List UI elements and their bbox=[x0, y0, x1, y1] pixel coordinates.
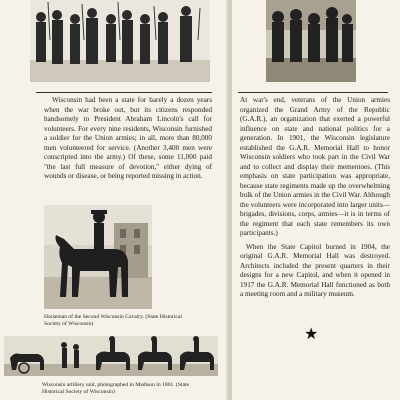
right-paragraph-2: When the State Capitol burned in 1904, the original G.A.R. Memorial Hall was destroyed. Architects included the present quarters in their designs for a new Capitol, and when it opened in 1917 the G.A.R. Memorial Hall functioned as both a meeting room and a military museum. bbox=[240, 242, 390, 298]
star-icon: ★ bbox=[304, 324, 319, 343]
left-body-text bbox=[44, 96, 212, 182]
left-top-rule bbox=[36, 92, 212, 93]
horseman-caption-text: Horseman of the Second Wisconsin Cavalry. (State Historical Society of Wisconsin) bbox=[44, 314, 182, 327]
star-ornament bbox=[304, 326, 318, 342]
soldiers-group-illustration bbox=[30, 0, 210, 82]
artillery-caption-text: Wisconsin artillery unit, photographed in Madison in 1861. (State Historical Society of Wisconsin) bbox=[42, 382, 190, 395]
left-paragraph: Wisconsin had been a state for barely a dozen years when the war broke out, but its citizens responded handsomely to President Abraham Lincoln's call for volunteers. For every nine residents, Wisconsin furnished a soldier for the Union armies; in all, more than 80,000 men volunteered for service. (Another 3,400 men were conscripted into the army.) Of these, some 11,000 paid "the last full measure of devotion," either dying of wounds or disease, or being reported missing in action. bbox=[44, 96, 212, 180]
right-body-text bbox=[240, 96, 390, 300]
photo-horseman bbox=[44, 205, 152, 309]
artillery-caption bbox=[42, 382, 192, 396]
photo-artillery bbox=[4, 336, 218, 376]
right-paragraph-1: At war's end, veterans of the Union armies organized the Grand Army of the Republic (G.A.R.), an organization that exerted a powerful influence on state and national politics for a generation. In 1901, the Wisconsin legislature established the G.A.R. Memorial Hall to honor Wisconsin soldiers who took part in the Civil War and to collect and display their mementoes. (This emphasis on state participation was appropriate, because state regiments made up the overwhelming bulk of the Union armies in the Civil War. Although the volunteers were incorporated into larger units—brigades, divisions, corps, armies—it is in terms of the regiment that each state remembers its own participants.) bbox=[240, 96, 390, 237]
photo-veterans-group bbox=[266, 0, 356, 82]
artillery-illustration bbox=[4, 336, 218, 376]
horseman-caption bbox=[44, 314, 192, 328]
photo-soldiers-group bbox=[30, 0, 210, 82]
right-top-rule bbox=[238, 92, 388, 93]
horseman-illustration bbox=[44, 205, 152, 309]
veterans-group-illustration bbox=[266, 0, 356, 82]
